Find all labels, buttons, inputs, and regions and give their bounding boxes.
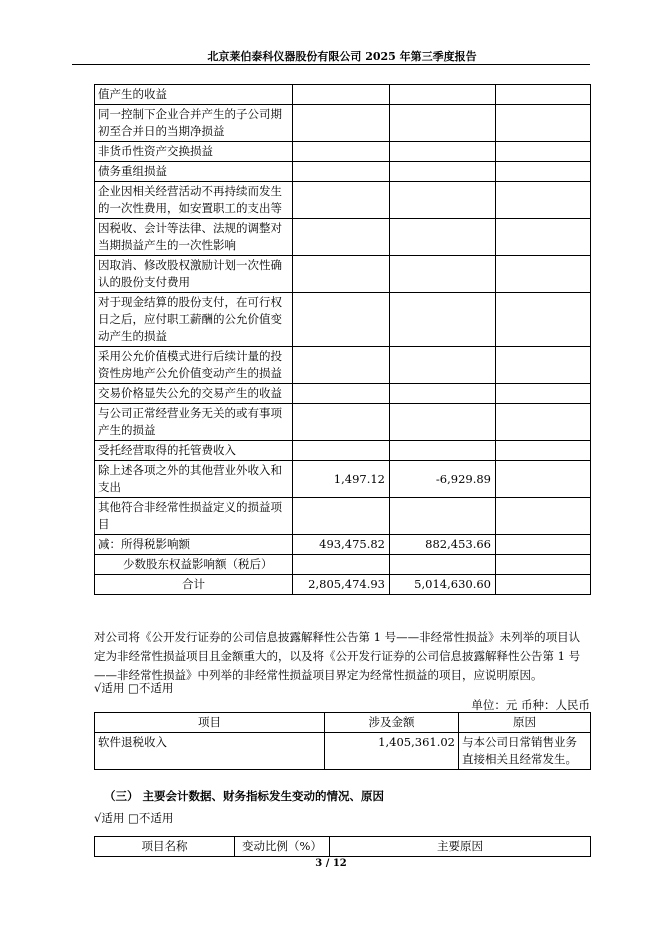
table-header-row	[95, 713, 591, 733]
row-value-v2: 5,014,630.60	[390, 575, 496, 595]
changes-table	[94, 836, 591, 857]
row-label: 合计	[95, 575, 293, 595]
row-value-v1: 1,497.12	[293, 461, 390, 498]
header-item: 项目	[95, 713, 325, 733]
row-label: 非货币性资产交换损益	[95, 142, 293, 162]
row-value-v2	[390, 347, 496, 384]
row-value-v1	[293, 85, 390, 105]
row-value-v3	[496, 162, 591, 182]
table-row	[95, 347, 591, 384]
row-value-v3	[496, 182, 591, 219]
row-label: 减：所得税影响额	[95, 535, 293, 555]
row-value-v3	[496, 142, 591, 162]
row-label: 因取消、修改股权激励计划一次性确认的股份支付费用	[95, 256, 293, 293]
table-row	[95, 575, 591, 595]
row-label: 少数股东权益影响额（税后）	[95, 555, 293, 575]
header-change-ratio: 变动比例（%）	[235, 837, 330, 857]
table-row	[95, 219, 591, 256]
row-label: 与公司正常经营业务无关的或有事项产生的损益	[95, 404, 293, 441]
row-value-v2: -6,929.89	[390, 461, 496, 498]
table-row	[95, 182, 591, 219]
row-value-v1	[293, 256, 390, 293]
row-value-v2	[390, 256, 496, 293]
row-label: 受托经营取得的托管费收入	[95, 441, 293, 461]
row-value-v3	[496, 535, 591, 555]
row-label: 企业因相关经营活动不再持续而发生的一次性费用，如安置职工的支出等	[95, 182, 293, 219]
page-number: 3 / 12	[315, 858, 347, 869]
row-label: 值产生的收益	[95, 85, 293, 105]
row-value-v1	[293, 105, 390, 142]
row-label: 因税收、会计等法律、法规的调整对当期损益产生的一次性影响	[95, 219, 293, 256]
header-main-reason: 主要原因	[330, 837, 591, 857]
row-label: 交易价格显失公允的交易产生的收益	[95, 384, 293, 404]
row-value-v3	[496, 347, 591, 384]
row-value-v2	[390, 404, 496, 441]
table-row	[95, 733, 591, 770]
row-value-v1	[293, 555, 390, 575]
applicable-checkbox-1: √适用 □不适用	[94, 681, 174, 695]
row-value-v2	[390, 384, 496, 404]
table-row	[95, 535, 591, 555]
row-value-v3	[496, 219, 591, 256]
row-value-v2	[390, 498, 496, 535]
row-value-v3	[496, 441, 591, 461]
row-amount: 1,405,361.02	[325, 733, 459, 770]
table-row	[95, 162, 591, 182]
table-row	[95, 498, 591, 535]
row-label: 除上述各项之外的其他营业外收入和支出	[95, 461, 293, 498]
row-value-v3	[496, 293, 591, 347]
row-label: 债务重组损益	[95, 162, 293, 182]
row-value-v2	[390, 182, 496, 219]
unit-line: 单位：元 币种：人民币	[471, 698, 590, 712]
row-value-v2	[390, 105, 496, 142]
row-value-v1	[293, 293, 390, 347]
table-row	[95, 105, 591, 142]
row-value-v1	[293, 162, 390, 182]
row-value-v2	[390, 162, 496, 182]
header-reason: 原因	[459, 713, 591, 733]
row-value-v3	[496, 461, 591, 498]
row-value-v1: 493,475.82	[293, 535, 390, 555]
row-label: 对于现金结算的股份支付，在可行权日之后，应付职工薪酬的公允价值变动产生的损益	[95, 293, 293, 347]
table-header-row	[95, 837, 591, 857]
row-value-v2	[390, 142, 496, 162]
row-value-v2	[390, 293, 496, 347]
row-value-v3	[496, 105, 591, 142]
row-reason: 与本公司日常销售业务直接相关且经常发生。	[459, 733, 591, 770]
table-row	[95, 142, 591, 162]
table-row	[95, 384, 591, 404]
row-label: 同一控制下企业合并产生的子公司期初至合并日的当期净损益	[95, 105, 293, 142]
row-label: 其他符合非经常性损益定义的损益项目	[95, 498, 293, 535]
row-value-v1	[293, 441, 390, 461]
report-header: 北京莱伯泰科仪器股份有限公司 2025 年第三季度报告	[207, 50, 477, 63]
non-recurring-items-table	[94, 84, 591, 595]
explanation-paragraph: 对公司将《公开发行证券的公司信息披露解释性公告第 1 号——非经常性损益》未列举的项目认定为非经常性损益项目且金额重大的，以及将《公开发行证券的公司信息披露解释性公告第 1 号——非经常性损益》中列举的非经常性损益项目界定为经常性损益的项目，应说明原因。	[94, 630, 581, 682]
applicable-checkbox-2: √适用 □不适用	[94, 811, 174, 825]
row-value-v1	[293, 182, 390, 219]
row-value-v3	[496, 256, 591, 293]
row-value-v3	[496, 555, 591, 575]
header-divider	[72, 64, 590, 65]
table-row	[95, 404, 591, 441]
row-value-v3	[496, 384, 591, 404]
table-row	[95, 461, 591, 498]
row-value-v2	[390, 555, 496, 575]
row-value-v3	[496, 575, 591, 595]
header-amount: 涉及金额	[325, 713, 459, 733]
row-value-v3	[496, 498, 591, 535]
table-row	[95, 85, 591, 105]
row-item: 软件退税收入	[95, 733, 325, 770]
row-value-v2	[390, 85, 496, 105]
table-row	[95, 441, 591, 461]
row-value-v2	[390, 219, 496, 256]
row-value-v1	[293, 404, 390, 441]
row-value-v3	[496, 85, 591, 105]
recognized-items-table	[94, 712, 591, 770]
row-value-v1	[293, 142, 390, 162]
row-value-v2: 882,453.66	[390, 535, 496, 555]
table-row	[95, 555, 591, 575]
table-row	[95, 293, 591, 347]
row-value-v1: 2,805,474.93	[293, 575, 390, 595]
row-value-v3	[496, 404, 591, 441]
row-label: 采用公允价值模式进行后续计量的投资性房地产公允价值变动产生的损益	[95, 347, 293, 384]
header-item-name: 项目名称	[95, 837, 235, 857]
section-title: （三） 主要会计数据、财务指标发生变动的情况、原因	[104, 789, 385, 803]
row-value-v1	[293, 384, 390, 404]
row-value-v2	[390, 441, 496, 461]
table-row	[95, 256, 591, 293]
row-value-v1	[293, 347, 390, 384]
row-value-v1	[293, 219, 390, 256]
row-value-v1	[293, 498, 390, 535]
